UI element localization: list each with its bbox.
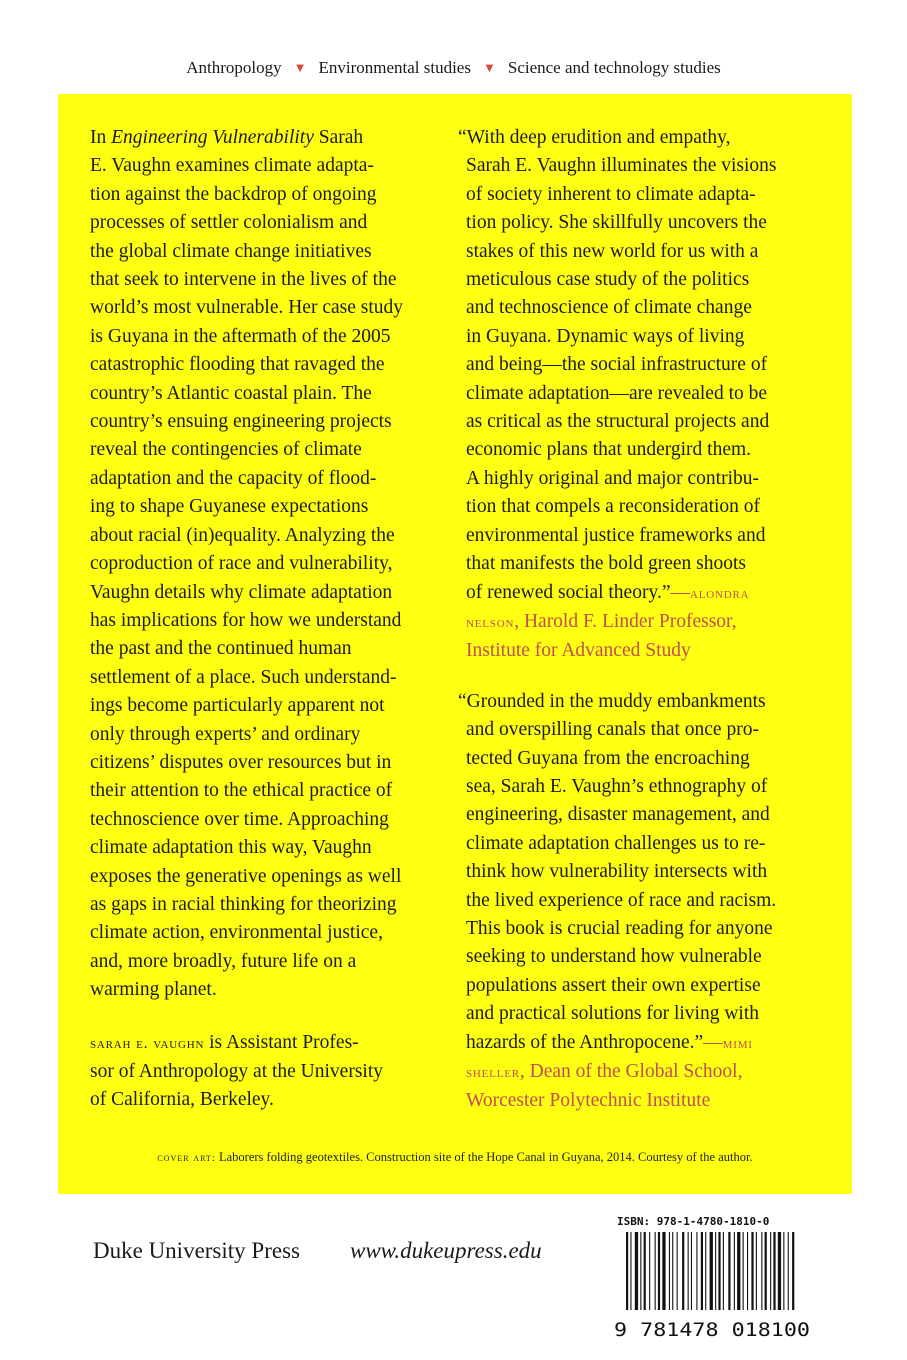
description-line: ing to shape Guyanese expectations [90, 496, 369, 518]
description-line: is Guyana in the aftermath of the 2005 [90, 325, 391, 347]
quote-line: tion policy. She skillfully uncovers the [466, 212, 767, 234]
barcode-bar [765, 1232, 767, 1310]
barcode-bar [672, 1232, 673, 1310]
description-line: ings become particularly apparent not [90, 695, 385, 717]
description-line: climate action, environmental justice, [90, 922, 383, 944]
description-line: processes of settler colonialism and [90, 212, 368, 234]
endorser-name: alondra [689, 584, 750, 602]
category-environmental-studies: Environmental studies [318, 58, 471, 77]
barcode-bar [792, 1232, 794, 1310]
author-bio [90, 1029, 450, 1115]
endorser-name: mimi [722, 1034, 753, 1052]
quote-line: engineering, disaster management, and [466, 804, 770, 826]
quote-line: sea, Sarah E. Vaughn’s ethnography of [466, 775, 768, 797]
description-line: citizens’ disputes over resources but in [90, 751, 392, 773]
barcode-bar [705, 1232, 706, 1310]
quote-line: seeking to understand how vulnerable [466, 946, 762, 968]
cover-art-label: cover art: [157, 1152, 216, 1164]
quote-line: meticulous case study of the politics [466, 269, 750, 291]
barcode-bar [788, 1232, 789, 1310]
author-bio-line: sor of Anthropology at the University [90, 1061, 384, 1082]
quote-line: “Grounded in the muddy embankments [458, 690, 766, 712]
barcode-bar [723, 1232, 724, 1310]
description-line: tion against the backdrop of ongoing [90, 183, 377, 205]
quote-line: and practical solutions for living with [466, 1003, 759, 1025]
barcode-bar [751, 1232, 753, 1310]
description-line: about racial (in)equality. Analyzing the [90, 524, 395, 546]
blurbs-column [458, 124, 838, 1116]
barcode-bar [626, 1232, 628, 1310]
description-line: world’s most vulnerable. Her case study [90, 297, 404, 319]
barcode-bar [743, 1232, 744, 1310]
subject-categories [0, 58, 907, 78]
barcode-bar [696, 1232, 697, 1310]
author-bio-line: sarah e. vaughn is Assistant Profes- [90, 1031, 359, 1053]
down-triangle-icon: ▼ [482, 60, 496, 75]
category-sts: Science and technology studies [507, 58, 721, 77]
description-line: country’s Atlantic coastal plain. The [90, 382, 372, 404]
author-name: sarah e. vaughn [90, 1034, 205, 1052]
yellow-text-panel [58, 94, 852, 1194]
barcode-bar [710, 1232, 713, 1310]
quote-line: in Guyana. Dynamic ways of living [466, 325, 745, 347]
barcode-bar [701, 1232, 703, 1310]
author-bio-lines [90, 1058, 450, 1115]
description-line: their attention to the ethical practice of [90, 780, 393, 802]
barcode-bar [662, 1232, 665, 1310]
barcode-bar [682, 1232, 684, 1310]
quote-line: the lived experience of race and racism. [466, 889, 777, 911]
description-line: climate adaptation this way, Vaughn [90, 837, 372, 859]
barcode-bar [658, 1232, 660, 1310]
description-line: warming planet. [90, 979, 217, 1001]
barcode-bar [649, 1232, 650, 1310]
barcode-bar [644, 1232, 646, 1310]
description-line: coproduction of race and vulnerability, [90, 553, 393, 575]
attribution-line: nelson, Harold F. Linder Professor, [466, 610, 737, 632]
category-anthropology: Anthropology [186, 58, 282, 77]
barcode-bar [770, 1232, 771, 1310]
author-bio-line: of California, Berkeley. [90, 1089, 274, 1111]
barcode-bar [756, 1232, 757, 1310]
description-line: In Engineering Vulnerability Sarah [90, 127, 364, 148]
description-line: has implications for how we understand [90, 609, 402, 631]
description-line: technoscience over time. Approaching [90, 808, 389, 830]
isbn-label: ISBN: 978-1-4780-1810-0 [617, 1215, 770, 1228]
description-column [90, 124, 450, 1115]
description-line: exposes the generative openings as well [90, 865, 402, 887]
cover-art-credit [58, 1150, 852, 1165]
description-line: and, more broadly, future life on a [90, 950, 357, 972]
description-line: settlement of a place. Such understand- [90, 666, 397, 688]
barcode-bar [715, 1232, 716, 1310]
barcode-bar [655, 1232, 656, 1310]
barcode-bar [688, 1232, 689, 1310]
quote-lines [458, 152, 838, 578]
quote-line: and overspilling canals that once pro- [466, 719, 759, 741]
quote-line: as critical as the structural projects and [466, 411, 770, 433]
quote-line: stakes of this new world for us with a [466, 240, 759, 262]
quote-line: tected Guyana from the encroaching [466, 747, 750, 769]
description-line: the global climate change initiatives [90, 240, 372, 262]
quote-line: and technoscience of climate change [466, 297, 752, 319]
description-line: Vaughn details why climate adaptation [90, 581, 393, 603]
description-lines [90, 152, 450, 1004]
description-line: only through experts’ and ordinary [90, 723, 361, 745]
description-line: country’s ensuing engineering projects [90, 411, 392, 433]
barcode-bar [783, 1232, 784, 1310]
attribution-line: Institute for Advanced Study [466, 640, 691, 662]
attribution-line: sheller, Dean of the Global School, [466, 1061, 743, 1082]
quote-line: populations assert their own expertise [466, 974, 761, 996]
quote-line: think how vulnerability intersects with [466, 861, 768, 883]
barcode-bar [691, 1232, 692, 1310]
description-line: the past and the continued human [90, 638, 352, 660]
barcode-bar [635, 1232, 638, 1310]
quote-line: “With deep erudition and empathy, [458, 127, 731, 148]
description-paragraph [90, 124, 450, 1005]
barcode-bar [761, 1232, 762, 1310]
isbn-barcode [612, 1230, 812, 1340]
quote-line: that manifests the bold green shoots [466, 553, 746, 575]
quote-line: climate adaptation—are revealed to be [466, 382, 768, 404]
publisher-website[interactable]: www.dukeupress.edu [350, 1238, 542, 1263]
quote-last-line: hazards of the Anthropocene.”—mimi [466, 1031, 753, 1053]
description-line: reveal the contingencies of climate [90, 439, 362, 461]
quote-line: Sarah E. Vaughn illuminates the visions [466, 155, 777, 177]
barcode-bar [728, 1232, 730, 1310]
quote-line: tion that compels a reconsideration of [466, 496, 761, 518]
attribution-line: Worcester Polytechnic Institute [466, 1090, 711, 1112]
publisher-name: Duke University Press [93, 1238, 300, 1263]
description-line: adaptation and the capacity of flood- [90, 467, 377, 489]
barcode-bar [734, 1232, 735, 1310]
barcode-bar [737, 1232, 740, 1310]
barcode-bar [640, 1232, 641, 1310]
quote-alondra-nelson [458, 124, 838, 666]
barcode-bar [773, 1232, 775, 1310]
barcode-digits: 9 781478 018100 [614, 1319, 810, 1340]
quote-line: environmental justice frameworks and [466, 524, 766, 546]
description-line: catastrophic flooding that ravaged the [90, 354, 385, 376]
barcode-bar [778, 1232, 781, 1310]
down-triangle-icon: ▼ [293, 60, 307, 75]
quote-line: of society inherent to climate adapta- [466, 183, 756, 205]
quote-line: A highly original and major contribu- [466, 467, 759, 489]
quote-line: This book is crucial reading for anyone [466, 917, 773, 939]
description-line: that seek to intervene in the lives of the [90, 269, 397, 291]
book-title: Engineering Vulnerability [111, 127, 314, 148]
quote-last-line: of renewed social theory.”—alondra [466, 581, 750, 603]
description-line: as gaps in racial thinking for theorizing [90, 893, 397, 915]
cover-art-text: Laborers folding geotextiles. Construction site of the Hope Canal in Guyana, 2014. Courtesy of the author. [215, 1150, 753, 1164]
barcode-bar [718, 1232, 720, 1310]
barcode-bar [747, 1232, 748, 1310]
barcode-bar [669, 1232, 670, 1310]
quote-line: climate adaptation challenges us to re- [466, 832, 766, 854]
quote-line: and being—the social infrastructure of [466, 354, 768, 376]
barcode-bar [630, 1232, 631, 1310]
description-line: E. Vaughn examines climate adapta- [90, 155, 374, 177]
quote-lines [458, 716, 838, 1028]
quote-mimi-sheller [458, 688, 838, 1116]
quote-line: economic plans that undergird them. [466, 439, 752, 461]
barcode-bar [677, 1232, 678, 1310]
